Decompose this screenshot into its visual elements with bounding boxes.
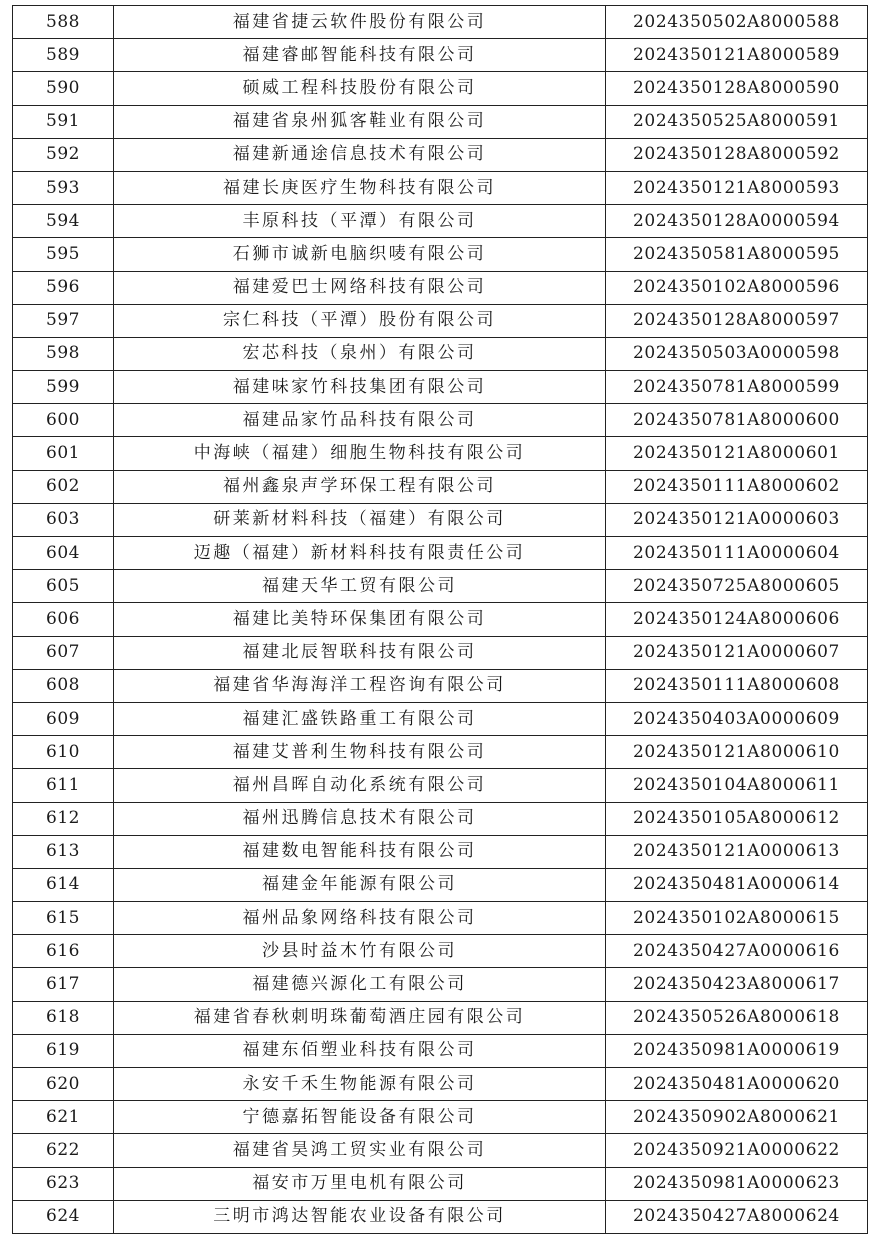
table-row [13,371,868,404]
registration-code: 2024350121A8000589 [606,39,868,72]
table-row [13,404,868,437]
registration-code: 2024350111A8000608 [606,669,868,702]
row-number: 594 [13,205,114,238]
table-row [13,1134,868,1167]
table-row [13,868,868,901]
registration-code: 2024350124A8000606 [606,603,868,636]
table-row [13,72,868,105]
row-number: 595 [13,238,114,271]
registration-code: 2024350121A8000601 [606,437,868,470]
company-name: 福州昌晖自动化系统有限公司 [114,769,606,802]
row-number: 610 [13,736,114,769]
registration-code: 2024350121A0000607 [606,636,868,669]
table-row [13,968,868,1001]
table-row [13,238,868,271]
row-number: 604 [13,537,114,570]
row-number: 591 [13,105,114,138]
table-row [13,39,868,72]
row-number: 593 [13,171,114,204]
table-row [13,205,868,238]
table-row [13,1167,868,1200]
row-number: 603 [13,503,114,536]
row-number: 598 [13,337,114,370]
table-row [13,835,868,868]
registration-code: 2024350581A8000595 [606,238,868,271]
company-name: 研莱新材料科技（福建）有限公司 [114,503,606,536]
table-row [13,669,868,702]
row-number: 602 [13,470,114,503]
company-name: 福州迅腾信息技术有限公司 [114,802,606,835]
registration-code: 2024350502A8000588 [606,6,868,39]
table-row [13,636,868,669]
company-name: 福建省昊鸿工贸实业有限公司 [114,1134,606,1167]
company-name: 福建德兴源化工有限公司 [114,968,606,1001]
table-row [13,1068,868,1101]
company-name: 福建艾普利生物科技有限公司 [114,736,606,769]
company-name: 福建省华海海洋工程咨询有限公司 [114,669,606,702]
registration-code: 2024350105A8000612 [606,802,868,835]
company-name: 中海峡（福建）细胞生物科技有限公司 [114,437,606,470]
registration-code: 2024350526A8000618 [606,1001,868,1034]
row-number: 607 [13,636,114,669]
table-row [13,171,868,204]
table-row [13,337,868,370]
company-name: 三明市鸿达智能农业设备有限公司 [114,1200,606,1233]
row-number: 616 [13,935,114,968]
row-number: 597 [13,304,114,337]
company-name: 宁德嘉拓智能设备有限公司 [114,1101,606,1134]
registration-code: 2024350102A8000596 [606,271,868,304]
row-number: 608 [13,669,114,702]
company-name: 福建品家竹品科技有限公司 [114,404,606,437]
registration-code: 2024350111A0000604 [606,537,868,570]
table-row [13,570,868,603]
company-name: 福建睿邮智能科技有限公司 [114,39,606,72]
registration-code: 2024350902A8000621 [606,1101,868,1134]
company-name: 福州品象网络科技有限公司 [114,902,606,935]
row-number: 606 [13,603,114,636]
company-name: 福建省春秋刺明珠葡萄酒庄园有限公司 [114,1001,606,1034]
company-name: 福州鑫泉声学环保工程有限公司 [114,470,606,503]
table-row [13,1101,868,1134]
registration-code: 2024350525A8000591 [606,105,868,138]
company-name: 福建北辰智联科技有限公司 [114,636,606,669]
table-row [13,105,868,138]
table-row [13,1200,868,1233]
row-number: 612 [13,802,114,835]
company-name: 福建新通途信息技术有限公司 [114,138,606,171]
row-number: 617 [13,968,114,1001]
registration-code: 2024350427A0000616 [606,935,868,968]
row-number: 622 [13,1134,114,1167]
company-name: 宏芯科技（泉州）有限公司 [114,337,606,370]
registration-code: 2024350128A8000592 [606,138,868,171]
registration-code: 2024350121A0000613 [606,835,868,868]
table-row [13,6,868,39]
enterprise-list-table [12,5,868,1234]
row-number: 601 [13,437,114,470]
row-number: 621 [13,1101,114,1134]
row-number: 615 [13,902,114,935]
row-number: 605 [13,570,114,603]
company-name: 福建天华工贸有限公司 [114,570,606,603]
table-row [13,769,868,802]
row-number: 590 [13,72,114,105]
table-row [13,603,868,636]
company-name: 福建数电智能科技有限公司 [114,835,606,868]
table-row [13,138,868,171]
registration-code: 2024350921A0000622 [606,1134,868,1167]
company-name: 福建比美特环保集团有限公司 [114,603,606,636]
company-name: 福建金年能源有限公司 [114,868,606,901]
registration-code: 2024350121A8000610 [606,736,868,769]
table-row [13,1034,868,1067]
table-body [13,6,868,1234]
row-number: 620 [13,1068,114,1101]
company-name: 福安市万里电机有限公司 [114,1167,606,1200]
registration-code: 2024350128A8000597 [606,304,868,337]
row-number: 589 [13,39,114,72]
registration-code: 2024350128A8000590 [606,72,868,105]
row-number: 609 [13,702,114,735]
table-row [13,736,868,769]
registration-code: 2024350981A0000619 [606,1034,868,1067]
registration-code: 2024350781A8000600 [606,404,868,437]
table-row [13,537,868,570]
row-number: 600 [13,404,114,437]
registration-code: 2024350481A0000614 [606,868,868,901]
company-name: 福建省捷云软件股份有限公司 [114,6,606,39]
row-number: 599 [13,371,114,404]
company-name: 丰原科技（平潭）有限公司 [114,205,606,238]
registration-code: 2024350121A8000593 [606,171,868,204]
row-number: 592 [13,138,114,171]
registration-code: 2024350981A0000623 [606,1167,868,1200]
company-name: 硕威工程科技股份有限公司 [114,72,606,105]
row-number: 618 [13,1001,114,1034]
table-row [13,1001,868,1034]
table-row [13,702,868,735]
row-number: 613 [13,835,114,868]
registration-code: 2024350128A0000594 [606,205,868,238]
company-name: 迈趣（福建）新材料科技有限责任公司 [114,537,606,570]
company-name: 福建爱巴士网络科技有限公司 [114,271,606,304]
company-name: 福建东佰塑业科技有限公司 [114,1034,606,1067]
table-row [13,304,868,337]
row-number: 619 [13,1034,114,1067]
company-name: 宗仁科技（平潭）股份有限公司 [114,304,606,337]
registration-code: 2024350104A8000611 [606,769,868,802]
company-name: 沙县时益木竹有限公司 [114,935,606,968]
company-name: 石狮市诚新电脑织唛有限公司 [114,238,606,271]
registration-code: 2024350423A8000617 [606,968,868,1001]
table-row [13,437,868,470]
row-number: 611 [13,769,114,802]
table-row [13,470,868,503]
row-number: 596 [13,271,114,304]
table-row [13,802,868,835]
row-number: 588 [13,6,114,39]
table-row [13,935,868,968]
table-row [13,271,868,304]
company-name: 福建汇盛铁路重工有限公司 [114,702,606,735]
row-number: 623 [13,1167,114,1200]
registration-code: 2024350781A8000599 [606,371,868,404]
row-number: 614 [13,868,114,901]
registration-code: 2024350102A8000615 [606,902,868,935]
table-row [13,902,868,935]
company-name: 福建省泉州狐客鞋业有限公司 [114,105,606,138]
registration-code: 2024350481A0000620 [606,1068,868,1101]
company-name: 永安千禾生物能源有限公司 [114,1068,606,1101]
registration-code: 2024350503A0000598 [606,337,868,370]
company-name: 福建长庚医疗生物科技有限公司 [114,171,606,204]
row-number: 624 [13,1200,114,1233]
company-name: 福建味家竹科技集团有限公司 [114,371,606,404]
registration-code: 2024350725A8000605 [606,570,868,603]
table-row [13,503,868,536]
registration-code: 2024350403A0000609 [606,702,868,735]
registration-code: 2024350427A8000624 [606,1200,868,1233]
registration-code: 2024350111A8000602 [606,470,868,503]
registration-code: 2024350121A0000603 [606,503,868,536]
